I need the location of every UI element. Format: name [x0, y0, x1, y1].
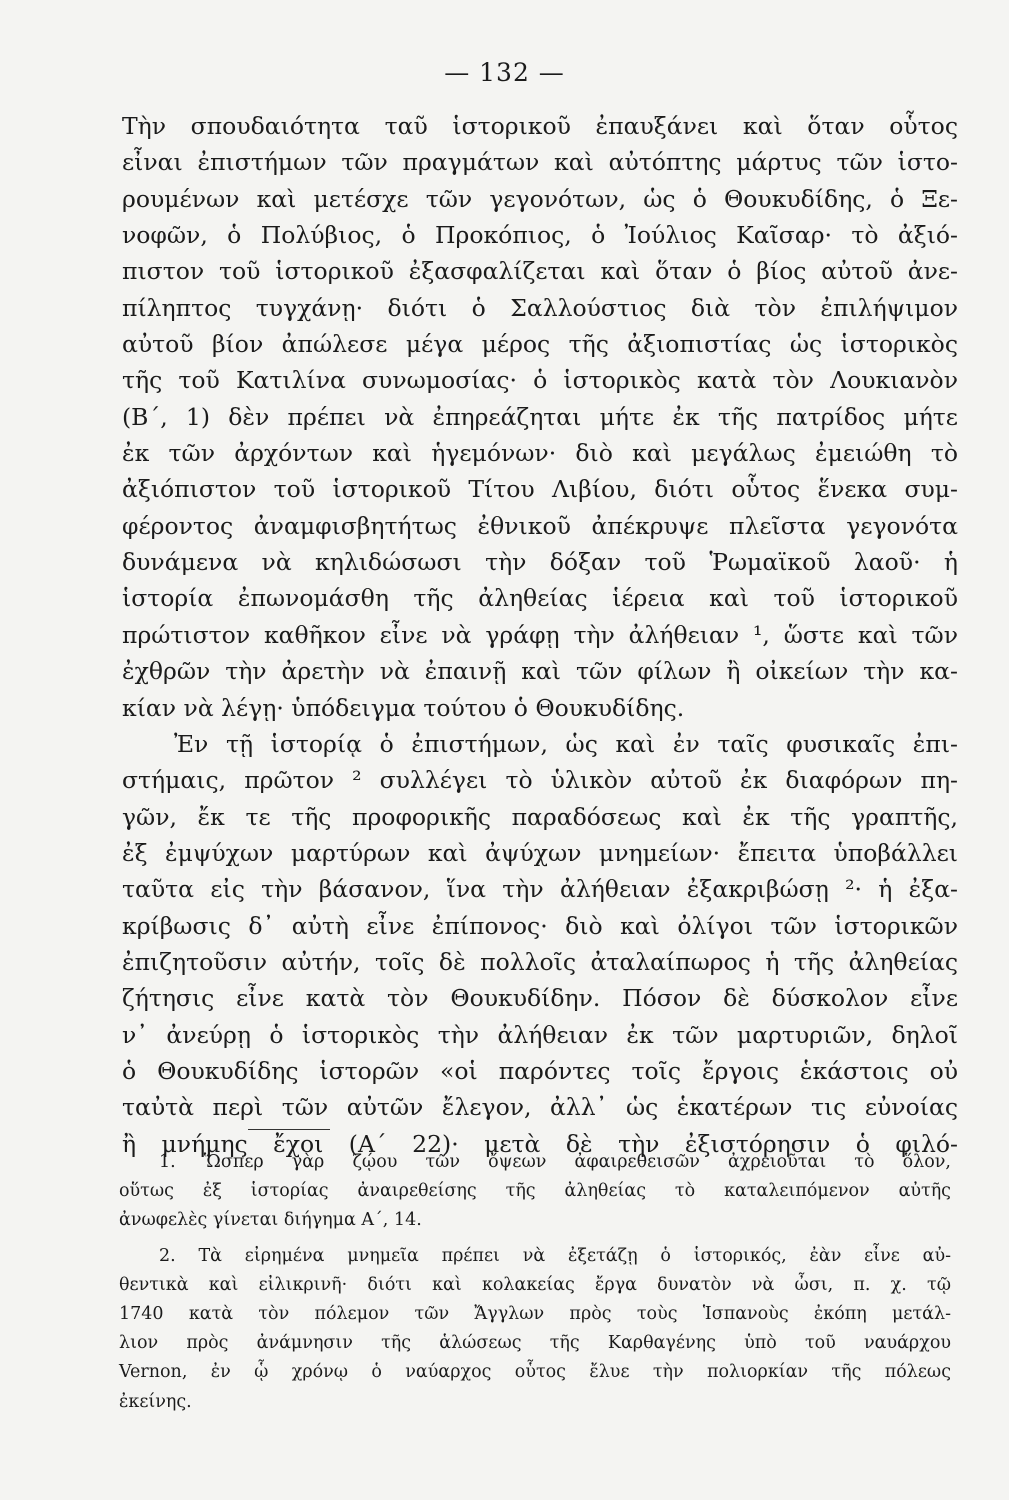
footnote-2-line: λιον πρὸς ἀνάμνησιν τῆς ἁλώσεως τῆς Καρθαγένης ὑπὸ τοῦ ναυάρχου: [119, 1333, 951, 1354]
text-line: ἐξ ἐμψύχων μαρτύρων καὶ ἀψύχων μνημείων· ἔπειτα ὑποβάλλει: [122, 838, 958, 867]
footnote-separator: [248, 1129, 330, 1130]
text-line: ἐκ τῶν ἀρχόντων καὶ ἡγεμόνων· διὸ καὶ μεγάλως ἐμειώθη τὸ: [122, 439, 958, 468]
text-line: στήμαις, πρῶτον ² συλλέγει τὸ ὑλικὸν αὐτοῦ ἐκ διαφόρων πη-: [122, 766, 958, 795]
footnote-2-line: 1740 κατὰ τὸν πόλεμον τῶν Ἄγγλων πρὸς τοὺς Ἱσπανοὺς ἐκόπη μετάλ-: [119, 1303, 951, 1324]
text-line: (Β΄, 1) δὲν πρέπει νὰ ἐπηρεάζηται μήτε ἐκ τῆς πατρίδος μήτε: [122, 402, 958, 431]
text-line: ἱστορία ἐπωνομάσθη τῆς ἀληθείας ἱέρεια καὶ τοῦ ἱστορικοῦ: [122, 584, 958, 613]
footnote-2-line: Vernon, ἐν ᾧ χρόνῳ ὁ ναύαρχος οὗτος ἔλυε τὴν πολιορκίαν τῆς πόλεως: [119, 1362, 951, 1383]
text-line: πίληπτος τυγχάνῃ· διότι ὁ Σαλλούστιος διὰ τὸν ἐπιλήψιμον: [122, 293, 958, 322]
footnote-2-line: θεντικὰ καὶ εἰλικρινῆ· διότι καὶ κολακείας ἔργα δυνατὸν νὰ ὦσι, π. χ. τῷ: [119, 1274, 951, 1295]
text-line: αὐτοῦ βίον ἀπώλεσε μέγα μέρος τῆς ἀξιοπιστίας ὡς ἱστορικὸς: [122, 330, 958, 359]
text-line: Τὴν σπουδαιότητα ταῦ ἱστορικοῦ ἐπαυξάνει καὶ ὅταν οὗτος: [122, 112, 958, 140]
text-line: κρίβωσις δ᾽ αὐτὴ εἶνε ἐπίπονος· διὸ καὶ ὀλίγοι τῶν ἱστορικῶν: [122, 911, 958, 940]
text-line: ἢ μνήμης ἔχοι (Α΄ 22)· μετὰ δὲ τὴν ἐξιστόρησιν ὁ φιλό-: [122, 1129, 958, 1158]
text-line: ζήτησις εἶνε κατὰ τὸν Θουκυδίδην. Πόσον δὲ δύσκολον εἶνε: [122, 984, 958, 1013]
footnote-1-line: ἀνωφελὲς γίνεται διήγημα Α΄, 14.: [119, 1210, 422, 1231]
text-line: τῆς τοῦ Κατιλίνα συνωμοσίας· ὁ ἱστορικὸς κατὰ τὸν Λουκιανὸν: [122, 366, 958, 395]
footnote-1-line: 1. Ὥσπερ γὰρ ζῴου τῶν ὄψεων ἀφαιρεθεισῶν ἀχρειοῦται τὸ ὅλον,: [159, 1152, 951, 1172]
text-line: κίαν νὰ λέγῃ· ὑπόδειγμα τούτου ὁ Θουκυδίδης.: [122, 693, 685, 722]
text-line: ρουμένων καὶ μετέσχε τῶν γεγονότων, ὡς ὁ Θουκυδίδης, ὁ Ξε-: [122, 184, 958, 213]
text-line: νοφῶν, ὁ Πολύβιος, ὁ Προκόπιος, ὁ Ἰούλιος Καῖσαρ· τὸ ἀξιό-: [122, 221, 958, 250]
main-text: [122, 108, 958, 1162]
footnote-2-line: 2. Τὰ εἰρημένα μνημεῖα πρέπει νὰ ἐξετάζῃ ὁ ἱστορικός, ἐὰν εἶνε αὐ-: [159, 1245, 951, 1266]
text-line: δυνάμενα νὰ κηλιδώσωσι τὴν δόξαν τοῦ Ῥωμαϊκοῦ λαοῦ· ἡ: [122, 548, 958, 577]
text-line: ταὐτὰ περὶ τῶν αὐτῶν ἔλεγον, ἀλλ᾽ ὡς ἑκατέρων τις εὐνοίας: [122, 1093, 958, 1122]
text-line: πρώτιστον καθῆκον εἶνε νὰ γράφῃ τὴν ἀλήθειαν ¹, ὥστε καὶ τῶν: [122, 620, 958, 649]
footnote-1-line: οὕτως ἐξ ἱστορίας ἀναιρεθείσης τῆς ἀληθείας τὸ καταλειπόμενον αὐτῆς: [119, 1181, 951, 1202]
text-line: φέροντος ἀναμφισβητήτως ἐθνικοῦ ἀπέκρυψε πλεῖστα γεγονότα: [122, 511, 958, 540]
text-line: ἐπιζητοῦσιν αὐτήν, τοῖς δὲ πολλοῖς ἀταλαίπωρος ἡ τῆς ἀληθείας: [122, 947, 958, 976]
text-line: ἀξιόπιστον τοῦ ἱστορικοῦ Τίτου Λιβίου, διότι οὗτος ἕνεκα συμ-: [122, 475, 958, 504]
paragraph-start-line: Ἐν τῇ ἱστορίᾳ ὁ ἐπιστήμων, ὡς καὶ ἐν ταῖς φυσικαῖς ἐπι-: [174, 729, 958, 758]
text-line: εἶναι ἐπιστήμων τῶν πραγμάτων καὶ αὐτόπτης μάρτυς τῶν ἱστο-: [122, 148, 958, 177]
page-number: — 132 —: [444, 58, 565, 87]
footnote-2-line: ἐκείνης.: [119, 1391, 192, 1412]
text-line: ταῦτα εἰς τὴν βάσανον, ἵνα τὴν ἀλήθειαν ἐξακριβώσῃ ²· ἡ ἐξα-: [122, 875, 958, 904]
text-line: ὁ Θουκυδίδης ἱστορῶν «οἱ παρόντες τοῖς ἔργοις ἑκάστοις οὐ: [122, 1056, 958, 1085]
text-line: πιστον τοῦ ἱστορικοῦ ἐξασφαλίζεται καὶ ὅταν ὁ βίος αὐτοῦ ἀνε-: [122, 257, 958, 286]
text-line: ἐχθρῶν τὴν ἀρετὴν νὰ ἐπαινῇ καὶ τῶν φίλων ἢ οἰκείων τὴν κα-: [122, 657, 958, 686]
text-line: γῶν, ἔκ τε τῆς προφορικῆς παραδόσεως καὶ ἐκ τῆς γραπτῆς,: [122, 802, 958, 831]
text-line: ν᾽ ἀνεύρῃ ὁ ἱστορικὸς τὴν ἀλήθειαν ἐκ τῶν μαρτυριῶν, δηλοῖ: [122, 1020, 958, 1049]
footnotes: [119, 1148, 951, 1417]
